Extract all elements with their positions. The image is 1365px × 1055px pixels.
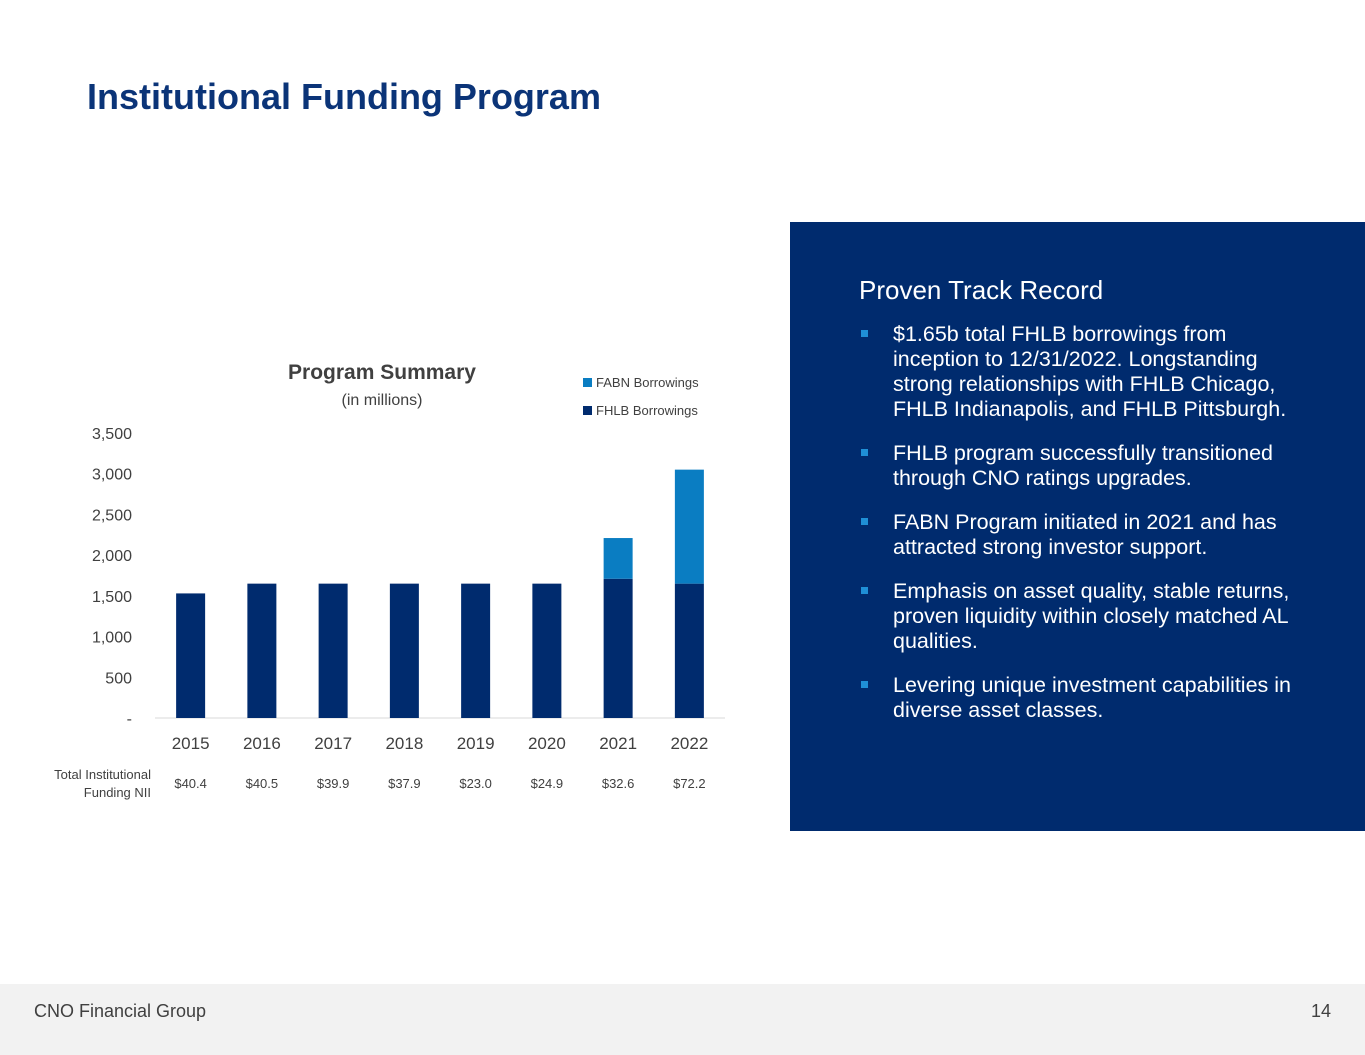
y-tick-label: 3,500 bbox=[91, 426, 132, 443]
legend-entry: FABN Borrowings bbox=[596, 375, 699, 390]
x-tick-label: 2021 bbox=[599, 734, 638, 753]
x-tick-label: 2015 bbox=[171, 734, 210, 753]
page-number: 14 bbox=[1310, 1001, 1331, 1021]
bullet-item bbox=[859, 322, 1309, 422]
program-summary-chart bbox=[0, 340, 760, 820]
nii-value: $37.9 bbox=[388, 776, 421, 791]
y-tick-label: 1,000 bbox=[91, 629, 132, 647]
y-tick-label: - bbox=[126, 711, 132, 728]
legend-swatch bbox=[583, 406, 592, 415]
nii-value: $72.2 bbox=[673, 776, 706, 791]
legend-entry: FHLB Borrowings bbox=[596, 403, 698, 418]
footer-company: CNO Financial Group bbox=[34, 1001, 207, 1021]
bullet-item bbox=[859, 673, 1309, 723]
y-tick-label: 500 bbox=[105, 670, 132, 688]
x-tick-label: 2019 bbox=[456, 734, 495, 753]
nii-value: $40.4 bbox=[174, 776, 207, 791]
bar-segment bbox=[675, 470, 704, 584]
x-tick-label: 2016 bbox=[242, 734, 281, 753]
y-tick-label: 3,000 bbox=[91, 466, 132, 484]
square-bullet-icon bbox=[861, 681, 868, 688]
x-tick-label: 2020 bbox=[527, 734, 566, 753]
nii-value: $32.6 bbox=[601, 776, 635, 791]
bullet-item bbox=[859, 579, 1309, 654]
bullet-text: FABN Program initiated in 2021 and has attracted strong investor support. bbox=[893, 510, 1277, 559]
track-record-panel bbox=[790, 222, 1365, 831]
y-tick-label: 2,000 bbox=[91, 548, 132, 566]
bar-segment bbox=[319, 584, 348, 718]
bar-segment bbox=[604, 538, 633, 579]
square-bullet-icon bbox=[861, 330, 868, 337]
chart-subtitle: (in millions) bbox=[341, 392, 423, 409]
nii-value: $39.9 bbox=[316, 776, 350, 791]
panel-heading: Proven Track Record bbox=[859, 275, 1104, 305]
bullet-text: $1.65b total FHLB borrowings from inception to 12/31/2022. Longstanding strong relationships with FHLB Chicago, FHLB Indianapolis, and FHLB Pittsburgh. bbox=[893, 322, 1287, 421]
y-tick-label: 1,500 bbox=[91, 588, 132, 606]
square-bullet-icon bbox=[861, 449, 868, 456]
bar-segment bbox=[461, 584, 490, 718]
y-tick-label: 2,500 bbox=[91, 507, 132, 525]
bullet-text: Emphasis on asset quality, stable returns, proven liquidity within closely matched AL qualities. bbox=[893, 579, 1290, 653]
bullet-text: FHLB program successfully transitioned through CNO ratings upgrades. bbox=[893, 441, 1273, 490]
bullet-item bbox=[859, 441, 1309, 491]
nii-row-label: Total Institutional bbox=[54, 767, 151, 782]
page-title: Institutional Funding Program bbox=[87, 76, 601, 117]
square-bullet-icon bbox=[861, 518, 868, 525]
bar-segment bbox=[604, 579, 633, 718]
chart-title: Program Summary bbox=[288, 361, 476, 384]
bar-segment bbox=[176, 593, 205, 718]
x-tick-label: 2017 bbox=[314, 734, 353, 753]
nii-row-label: Funding NII bbox=[83, 785, 151, 800]
x-tick-label: 2018 bbox=[385, 734, 424, 753]
nii-value: $24.9 bbox=[530, 776, 564, 791]
x-tick-label: 2022 bbox=[670, 734, 709, 753]
bar-segment bbox=[247, 584, 276, 718]
bar-segment bbox=[675, 584, 704, 718]
nii-value: $40.5 bbox=[245, 776, 279, 791]
track-record-list bbox=[859, 322, 1309, 742]
bar-segment bbox=[532, 584, 561, 718]
bullet-text: Levering unique investment capabilities in diverse asset classes. bbox=[893, 673, 1291, 722]
legend-swatch bbox=[583, 378, 592, 387]
bullet-item bbox=[859, 510, 1309, 560]
square-bullet-icon bbox=[861, 587, 868, 594]
footer bbox=[0, 984, 1365, 1055]
nii-value: $23.0 bbox=[459, 776, 492, 791]
bar-segment bbox=[390, 584, 419, 718]
